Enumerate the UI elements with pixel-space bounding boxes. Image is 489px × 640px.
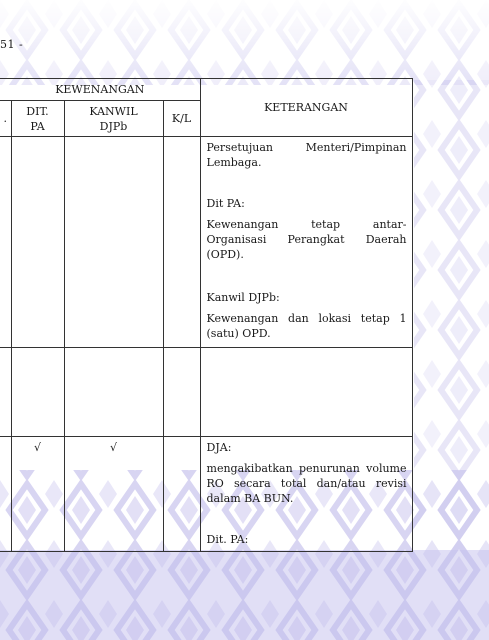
- table-row: [0, 437, 412, 552]
- check-cell-kl: [163, 437, 200, 552]
- check-mark-dit-pa: √: [11, 437, 64, 552]
- keterangan-heading: DJA:: [206, 441, 232, 454]
- table-row: [0, 348, 412, 437]
- keterangan-text: mengakibatkan penurunan volume RO secara total dan/atau revisi dalam BA BUN.: [206, 462, 407, 505]
- check-cell-kanwil: [64, 348, 163, 437]
- check-cell-dit-pa: [11, 137, 64, 348]
- check-cell-prev: [0, 137, 11, 348]
- header-col-prev: .: [0, 101, 11, 137]
- header-kanwil-djpb: KANWIL DJPb: [64, 101, 163, 137]
- keterangan-heading: Dit. PA:: [206, 533, 249, 546]
- header-keterangan: KETERANGAN: [200, 79, 412, 137]
- header-dit-pa: DIT. PA: [11, 101, 64, 137]
- keterangan-text: Persetujuan Menteri/Pimpinan Lembaga.: [206, 141, 407, 169]
- table-row: [0, 137, 412, 348]
- check-cell-prev: [0, 437, 11, 552]
- check-mark-kanwil: √: [64, 437, 163, 552]
- keterangan-cell: [200, 137, 412, 348]
- check-cell-kanwil: [64, 137, 163, 348]
- keterangan-heading: Dit PA:: [206, 197, 245, 210]
- keterangan-text: Kewenangan dan lokasi tetap 1 (satu) OPD.: [206, 312, 407, 340]
- keterangan-cell: [200, 437, 412, 552]
- check-cell-dit-pa: [11, 348, 64, 437]
- check-cell-kl: [163, 137, 200, 348]
- check-cell-prev: [0, 348, 11, 437]
- header-kewenangan: KEWENANGAN: [0, 79, 200, 101]
- header-kl: K/L: [163, 101, 200, 137]
- check-cell-kl: [163, 348, 200, 437]
- keterangan-heading: Kanwil DJPb:: [206, 291, 280, 304]
- revision-authority-table: [0, 78, 413, 552]
- keterangan-cell: [200, 348, 412, 437]
- page-number: 51 -: [0, 38, 24, 51]
- keterangan-text: Kewenangan tetap antar-Organisasi Perangkat Daerah (OPD).: [206, 218, 407, 261]
